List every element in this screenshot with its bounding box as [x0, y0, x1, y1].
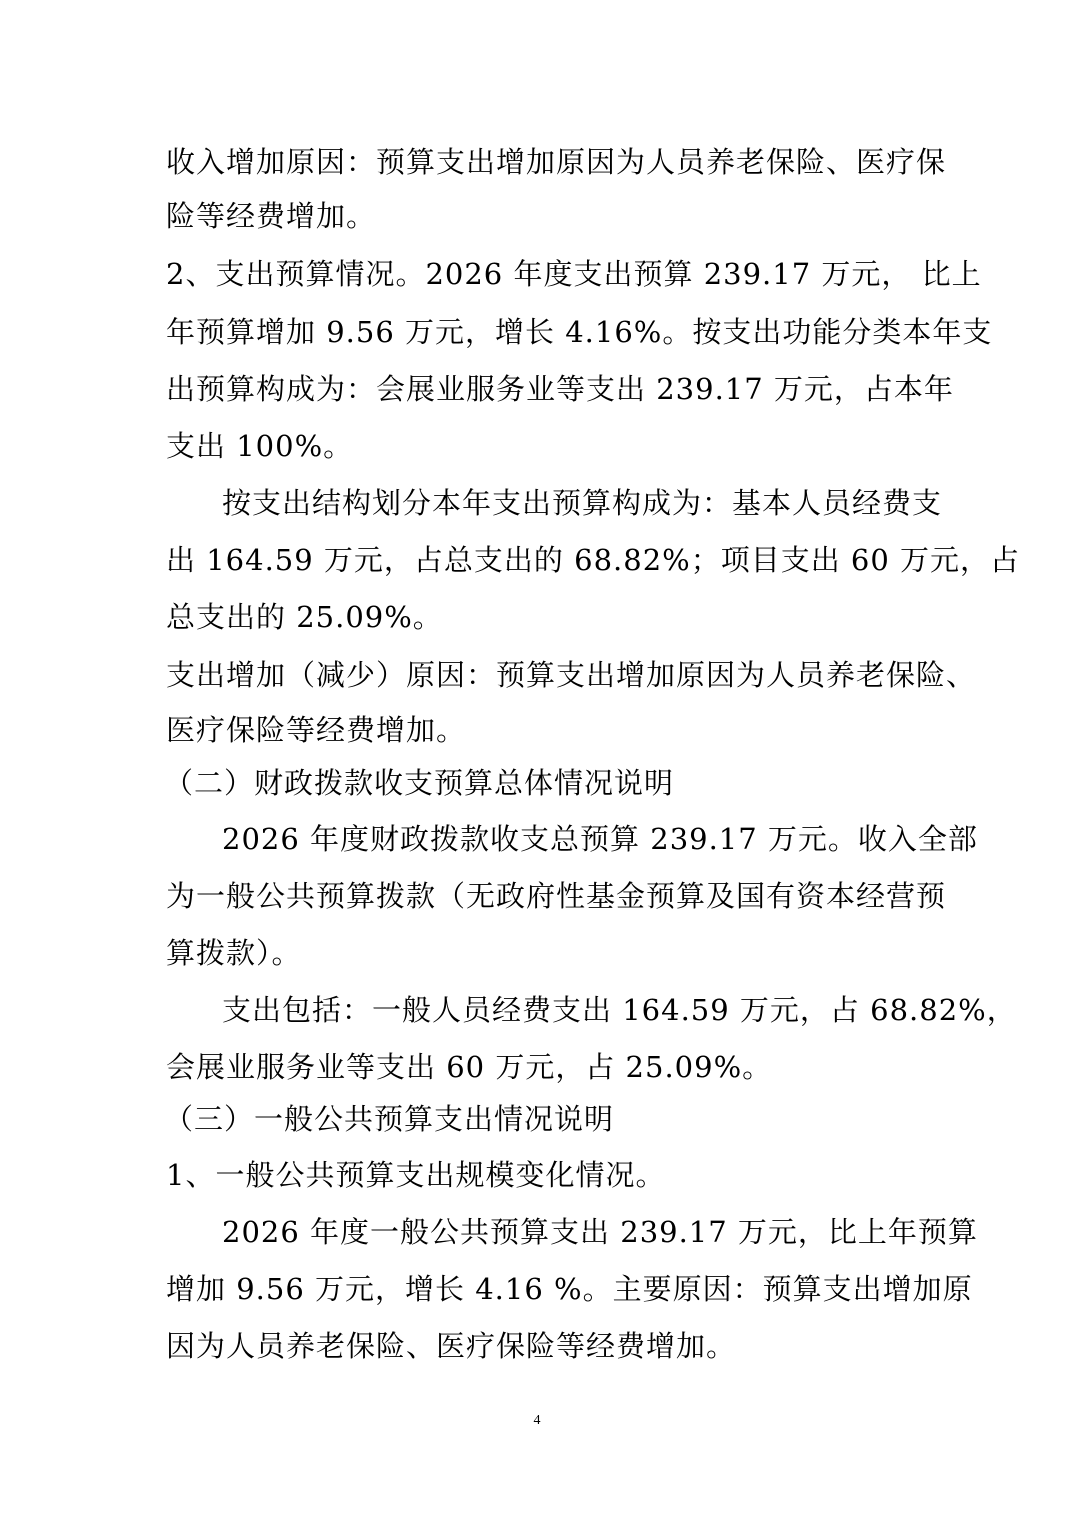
page-number: 4 — [533, 1413, 541, 1428]
text-line: 医疗保险等经费增加。 — [166, 713, 467, 747]
text-line: 支出 100%。 — [166, 429, 354, 463]
text-line: 2026 年度财政拨款收支总预算 239.17 万元。收入全部 — [222, 822, 978, 856]
text-line: 支出包括：一般人员经费支出 164.59 万元，占 68.82%， — [222, 993, 1017, 1027]
text-line: 出 164.59 万元，占总支出的 68.82%；项目支出 60 万元，占 — [166, 543, 1021, 577]
text-line: 收入增加原因：预算支出增加原因为人员养老保险、医疗保 — [166, 145, 947, 179]
text-line: 总支出的 25.09%。 — [166, 600, 443, 634]
text-line: 按支出结构划分本年支出预算构成为：基本人员经费支 — [222, 486, 943, 520]
text-line: 算拨款）。 — [166, 936, 302, 970]
text-line: 年预算增加 9.56 万元，增长 4.16%。按支出功能分类本年支 — [166, 315, 993, 349]
text-line: 增加 9.56 万元，增长 4.16 %。主要原因：预算支出增加原 — [166, 1272, 973, 1306]
text-line: 2026 年度一般公共预算支出 239.17 万元，比上年预算 — [222, 1215, 978, 1249]
text-line: 会展业服务业等支出 60 万元，占 25.09%。 — [166, 1050, 773, 1084]
text-line: 出预算构成为：会展业服务业等支出 239.17 万元，占本年 — [166, 372, 954, 406]
section-heading: （二）财政拨款收支预算总体情况说明 — [164, 766, 675, 800]
text-line: 险等经费增加。 — [166, 199, 377, 233]
section-heading: （三）一般公共预算支出情况说明 — [164, 1102, 615, 1136]
text-line: 2、支出预算情况。2026 年度支出预算 239.17 万元， 比上 — [166, 257, 982, 291]
text-line: 因为人员养老保险、医疗保险等经费增加。 — [166, 1329, 737, 1363]
text-line: 支出增加（减少）原因：预算支出增加原因为人员养老保险、 — [166, 658, 977, 692]
text-line: 为一般公共预算拨款（无政府性基金预算及国有资本经营预 — [166, 879, 947, 913]
subsection-heading: 1、一般公共预算支出规模变化情况。 — [166, 1158, 666, 1192]
